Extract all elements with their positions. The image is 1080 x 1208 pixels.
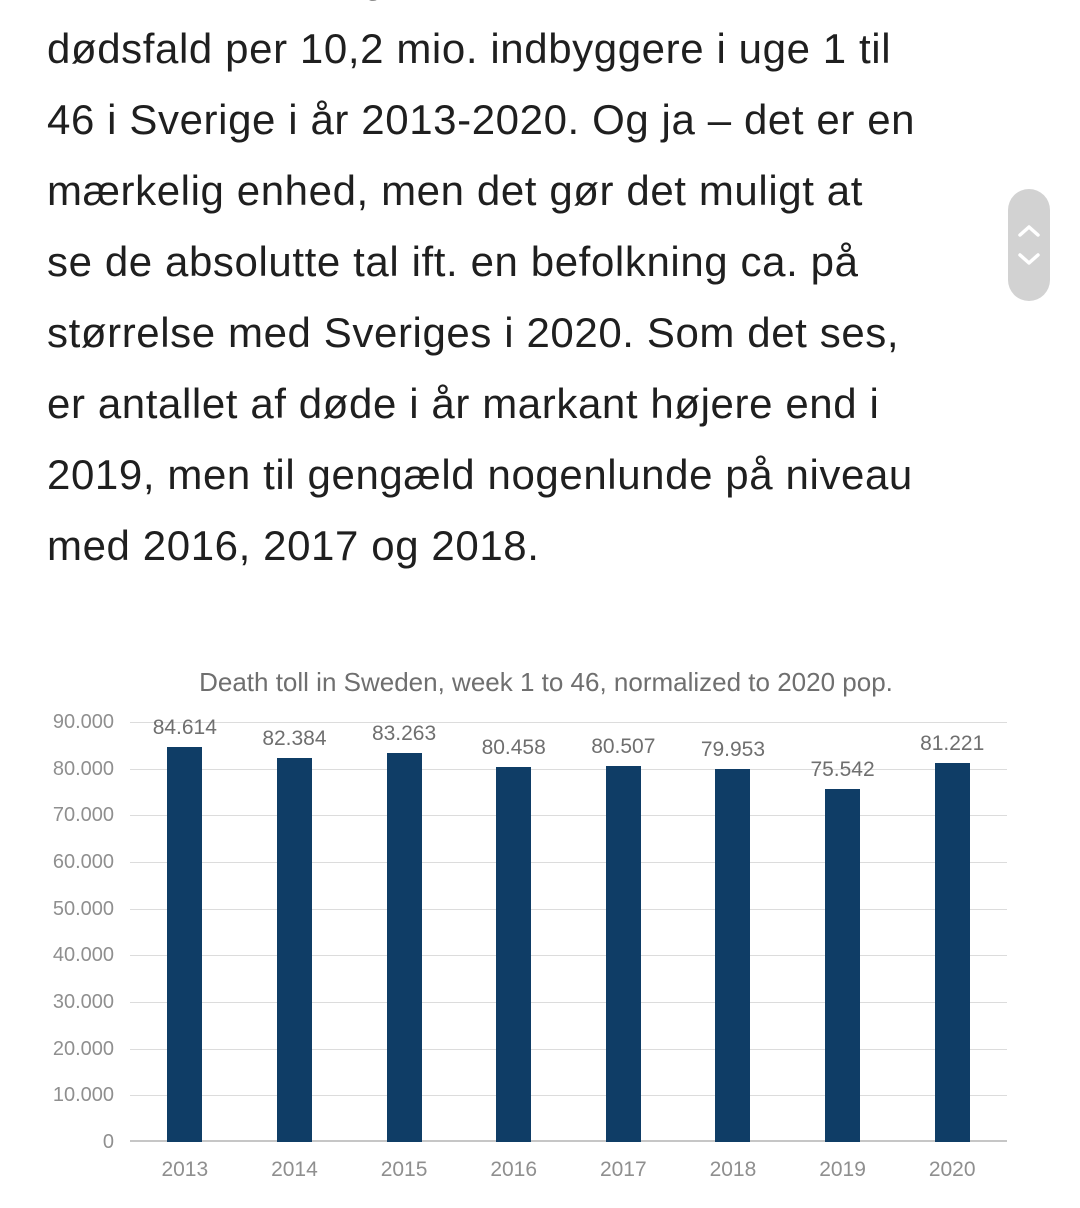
scroll-down-button[interactable] — [1016, 251, 1042, 267]
bar-value-label: 83.263 — [371, 722, 437, 746]
gridline — [130, 722, 1007, 723]
bar-2019 — [825, 789, 860, 1142]
bar-value-label: 75.542 — [810, 758, 875, 782]
y-tick-label: 90.000 — [52, 711, 114, 733]
scroll-widget — [1008, 189, 1050, 301]
death-toll-chart — [0, 667, 1007, 1181]
plot-area — [130, 716, 1007, 1181]
x-axis-label: 2019 — [819, 1158, 866, 1181]
paragraph-line: dødsfald per 10,2 mio. indbyggere i uge 1 til — [47, 25, 892, 72]
bar-value-label: 84.614 — [152, 716, 217, 740]
gridline — [130, 1002, 1007, 1003]
paragraph-line: størrelse med Sveriges i 2020. Som det ses, — [47, 309, 900, 356]
bar-2015 — [387, 753, 422, 1142]
y-axis — [0, 711, 130, 1153]
bar-value-label: 80.458 — [481, 735, 546, 759]
gridline — [130, 909, 1007, 910]
x-axis-label: 2018 — [709, 1158, 757, 1181]
paragraph-line: 46 i Sverige i år 2013-2020. Og ja – det er en — [47, 96, 916, 143]
y-tick-label: 40.000 — [52, 944, 114, 967]
chevron-down-icon — [1016, 255, 1042, 270]
y-tick-label: 30.000 — [52, 991, 114, 1013]
y-tick-label: 50.000 — [52, 897, 114, 920]
paragraph-line: 2019, men til gengæld nogenlunde på niveau — [47, 451, 913, 498]
y-tick-label: 0 — [102, 1131, 114, 1153]
article-paragraph — [0, 0, 1080, 581]
x-axis-label: 2015 — [380, 1158, 428, 1181]
y-tick-label: 60.000 — [52, 851, 114, 873]
bar-2020 — [935, 763, 970, 1142]
x-axis-label: 2020 — [928, 1158, 976, 1181]
bar-value-label: 82.384 — [262, 726, 327, 750]
bar-2018 — [715, 769, 750, 1142]
paragraph-line: er antallet af døde i år markant højere end i — [47, 380, 880, 427]
scroll-up-button[interactable] — [1016, 223, 1042, 239]
bar-value-label: 81.221 — [920, 731, 985, 755]
bar-2016 — [496, 767, 531, 1142]
gridline — [130, 815, 1007, 816]
paragraph-line: med 2016, 2017 og 2018. — [47, 522, 540, 569]
y-tick-label: 20.000 — [52, 1037, 114, 1060]
x-axis-label: 2014 — [271, 1158, 318, 1181]
x-axis-line — [130, 1140, 1007, 1142]
paragraph-line: se de absolutte tal ift. en befolkning ca. på — [47, 238, 859, 285]
y-tick-label: 80.000 — [52, 757, 114, 780]
gridline — [130, 1049, 1007, 1050]
y-tick-label: 10.000 — [52, 1084, 114, 1107]
paragraph-line — [47, 0, 1080, 13]
chevron-up-icon — [1016, 227, 1042, 242]
x-axis-label: 2017 — [599, 1158, 647, 1181]
bar-2014 — [277, 758, 312, 1142]
bar-value-label: 80.507 — [591, 735, 656, 759]
y-tick-label: 70.000 — [52, 804, 114, 827]
gridline — [130, 862, 1007, 863]
gridline — [130, 955, 1007, 956]
bar-2017 — [606, 766, 641, 1142]
bar-value-label: 79.953 — [700, 737, 766, 761]
bar-2013 — [167, 747, 202, 1142]
x-axis-label: 2013 — [161, 1158, 209, 1181]
gridline — [130, 1095, 1007, 1096]
chart-title: Death toll in Sweden, week 1 to 46, normalized to 2020 pop. — [199, 667, 893, 697]
paragraph-line: mærkelig enhed, men det gør det muligt at — [47, 167, 863, 214]
chart-body — [0, 711, 1007, 1181]
x-axis-label: 2016 — [490, 1158, 538, 1181]
